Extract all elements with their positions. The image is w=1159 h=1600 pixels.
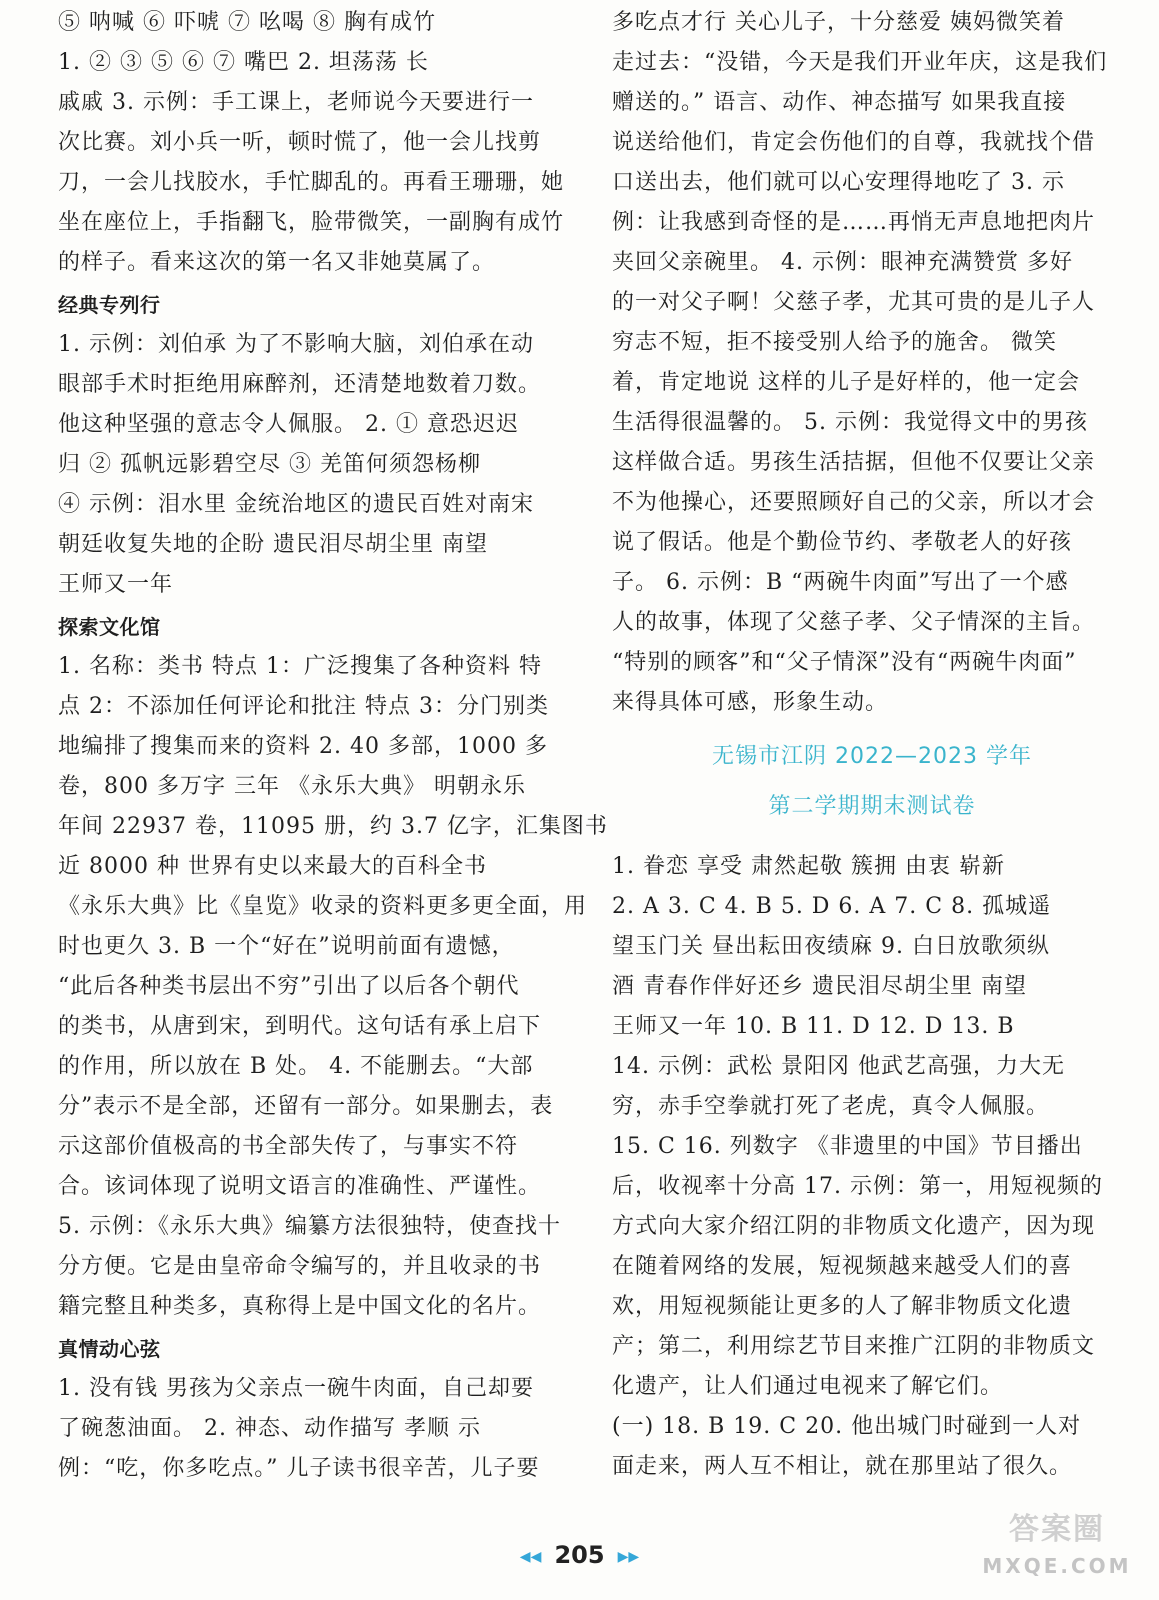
text-line: 分”表示不是全部，还留有一部分。如果删去，表 [58,1094,554,1119]
text-line: 刀，一会儿找胶水，手忙脚乱的。再看王珊珊，她 [58,170,565,195]
text-line: 戚戚 3. 示例：手工课上，老师说今天要进行一 [58,90,534,115]
text-line: 例：“吃，你多吃点。” 儿子读书很辛苦，儿子要 [58,1456,540,1481]
text-line: 的样子。看来这次的第一名又非她莫属了。 [58,250,496,275]
text-line: “此后各种类书层出不穷”引出了以后各个朝代 [58,974,520,999]
text-line: 眼部手术时拒绝用麻醉剂，还清楚地数着刀数。 [58,372,542,397]
text-line: 酒 青春作伴好还乡 遗民泪尽胡尘里 南望 [612,974,1027,999]
watermark-logo-text: 答案圈 [1009,1512,1105,1547]
text-line: 走过去：“没错，今天是我们开业年庆，这是我们 [612,50,1108,75]
text-line: 1. ② ③ ⑤ ⑥ ⑦ 嘴巴 2. 坦荡荡 长 [58,50,429,75]
text-line: 年间 22937 卷，11095 册，约 3.7 亿字，汇集图书 [58,814,608,839]
text-line: 的一对父子啊！父慈子孝，尤其可贵的是儿子人 [612,290,1096,315]
page-number: 205 [554,1541,605,1569]
text-line: 王师又一年 [58,572,174,597]
text-line: 地编排了搜集而来的资料 2. 40 多部，1000 多 [58,734,548,759]
text-line: 后，收视率十分高 17. 示例：第一，用短视频的 [612,1174,1103,1199]
text-line: 赠送的。” 语言、动作、神态描写 如果我直接 [612,90,1067,115]
text-line: 夹回父亲碗里。 4. 示例：眼神充满赞赏 多好 [612,250,1073,275]
text-line: 说送给他们，肯定会伤他们的自尊，我就找个借 [612,130,1096,155]
text-line: 这样做合适。男孩生活拮据，但他不仅要让父亲 [612,450,1096,475]
text-line: 口送出去，他们就可以心安理得地吃了 3. 示 [612,170,1065,195]
text-line: 卷，800 多万字 三年 《永乐大典》 明朝永乐 [58,774,526,799]
text-line: 次比赛。刘小兵一听，顿时慌了，他一会儿找剪 [58,130,542,155]
text-line: 欢，用短视频能让更多的人了解非物质文化遗 [612,1294,1073,1319]
exam-title-line-1: 无锡市江阴 2022—2023 学年 [712,744,1032,769]
text-line: 坐在座位上，手指翻飞，脸带微笑，一副胸有成竹 [58,210,565,235]
text-line: 望玉门关 昼出耘田夜绩麻 9. 白日放歌须纵 [612,934,1050,959]
text-line: 《永乐大典》比《皇览》收录的资料更多更全面，用 [58,894,588,919]
text-line: 来得具体可感，形象生动。 [612,690,889,715]
text-line: 1. 示例：刘伯承 为了不影响大脑，刘伯承在动 [58,332,534,357]
section-heading: 真情动心弦 [58,1337,161,1361]
text-line: 在随着网络的发展，短视频越来越受人们的喜 [612,1254,1073,1279]
text-line: 朝廷收复失地的企盼 遗民泪尽胡尘里 南望 [58,532,488,557]
text-line: 示这部价值极高的书全部失传了，与事实不符 [58,1134,519,1159]
text-line: 近 8000 种 世界有史以来最大的百科全书 [58,854,487,879]
section-heading: 经典专列行 [58,293,161,317]
text-line: 不为他操心，还要照顾好自己的父亲，所以才会 [612,490,1096,515]
text-line: 归 ② 孤帆远影碧空尽 ③ 羌笛何须怨杨柳 [58,452,481,477]
text-line: 化遗产，让人们通过电视来了解它们。 [612,1374,1004,1399]
text-line: 2. A 3. C 4. B 5. D 6. A 7. C 8. 孤城遥 [612,894,1052,919]
text-line: 了碗葱油面。 2. 神态、动作描写 孝顺 示 [58,1416,481,1441]
text-line: ⑤ 呐喊 ⑥ 吓唬 ⑦ 吆喝 ⑧ 胸有成竹 [58,10,436,35]
exam-title-line-2: 第二学期期末测试卷 [768,794,976,819]
text-line: 生活得很温馨的。 5. 示例：我觉得文中的男孩 [612,410,1088,435]
section-heading: 探索文化馆 [58,615,161,639]
text-line: 的作用，所以放在 B 处。 4. 不能删去。“大部 [58,1054,534,1079]
text-line: 1. 名称：类书 特点 1：广泛搜集了各种资料 特 [58,654,542,679]
text-line: “特别的顾客”和“父子情深”没有“两碗牛肉面” [612,650,1077,675]
text-line: (一) 18. B 19. C 20. 他出城门时碰到一人对 [612,1414,1082,1439]
text-line: 面走来，两人互不相让，就在那里站了很久。 [612,1454,1073,1479]
text-line: 14. 示例：武松 景阳冈 他武艺高强，力大无 [612,1054,1065,1079]
text-line: 点 2：不添加任何评论和批注 特点 3：分门别类 [58,694,549,719]
text-line: 例：让我感到奇怪的是……再悄无声息地把肉片 [612,210,1096,235]
watermark [962,1508,1152,1596]
prev-arrows-icon: ◀◀ [519,1549,542,1565]
text-line: 1. 眷恋 享受 肃然起敬 簇拥 由衷 崭新 [612,854,1005,879]
text-line: 他这种坚强的意志令人佩服。 2. ① 意恐迟迟 [58,412,519,437]
text-line: 多吃点才行 关心儿子，十分慈爱 姨妈微笑着 [612,10,1065,35]
text-line: 的类书，从唐到宋，到明代。这句话有承上启下 [58,1014,542,1039]
text-line: 1. 没有钱 男孩为父亲点一碗牛肉面，自己却要 [58,1376,534,1401]
text-line: 穷，赤手空拳就打死了老虎，真令人佩服。 [612,1094,1050,1119]
text-line: 合。该词体现了说明文语言的准确性、严谨性。 [58,1174,542,1199]
watermark-url: MXQE.COM [982,1554,1132,1578]
text-line: 时也更久 3. B 一个“好在”说明前面有遗憾， [58,934,515,959]
text-line: 5. 示例：《永乐大典》编纂方法很独特，使查找十 [58,1214,561,1239]
text-line: ④ 示例：泪水里 金统治地区的遗民百姓对南宋 [58,492,534,517]
text-line: 王师又一年 10. B 11. D 12. D 13. B [612,1014,1015,1039]
text-line: 穷志不短，拒不接受别人给予的施舍。 微笑 [612,330,1057,355]
text-line: 说了假话。他是个勤俭节约、孝敬老人的好孩 [612,530,1073,555]
next-arrows-icon: ▶▶ [617,1549,640,1565]
text-line: 着，肯定地说 这样的儿子是好样的，他一定会 [612,370,1080,395]
text-line: 籍完整且种类多，真称得上是中国文化的名片。 [58,1294,542,1319]
text-line: 人的故事，体现了父慈子孝、父子情深的主旨。 [612,610,1096,635]
text-line: 分方便。它是由皇帝命令编写的，并且收录的书 [58,1254,542,1279]
text-line: 子。 6. 示例：B “两碗牛肉面”写出了一个感 [612,570,1069,595]
text-line: 产；第二，利用综艺节目来推广江阴的非物质文 [612,1334,1096,1359]
text-line: 15. C 16. 列数字 《非遗里的中国》节目播出 [612,1134,1083,1159]
text-line: 方式向大家介绍江阴的非物质文化遗产，因为现 [612,1214,1096,1239]
